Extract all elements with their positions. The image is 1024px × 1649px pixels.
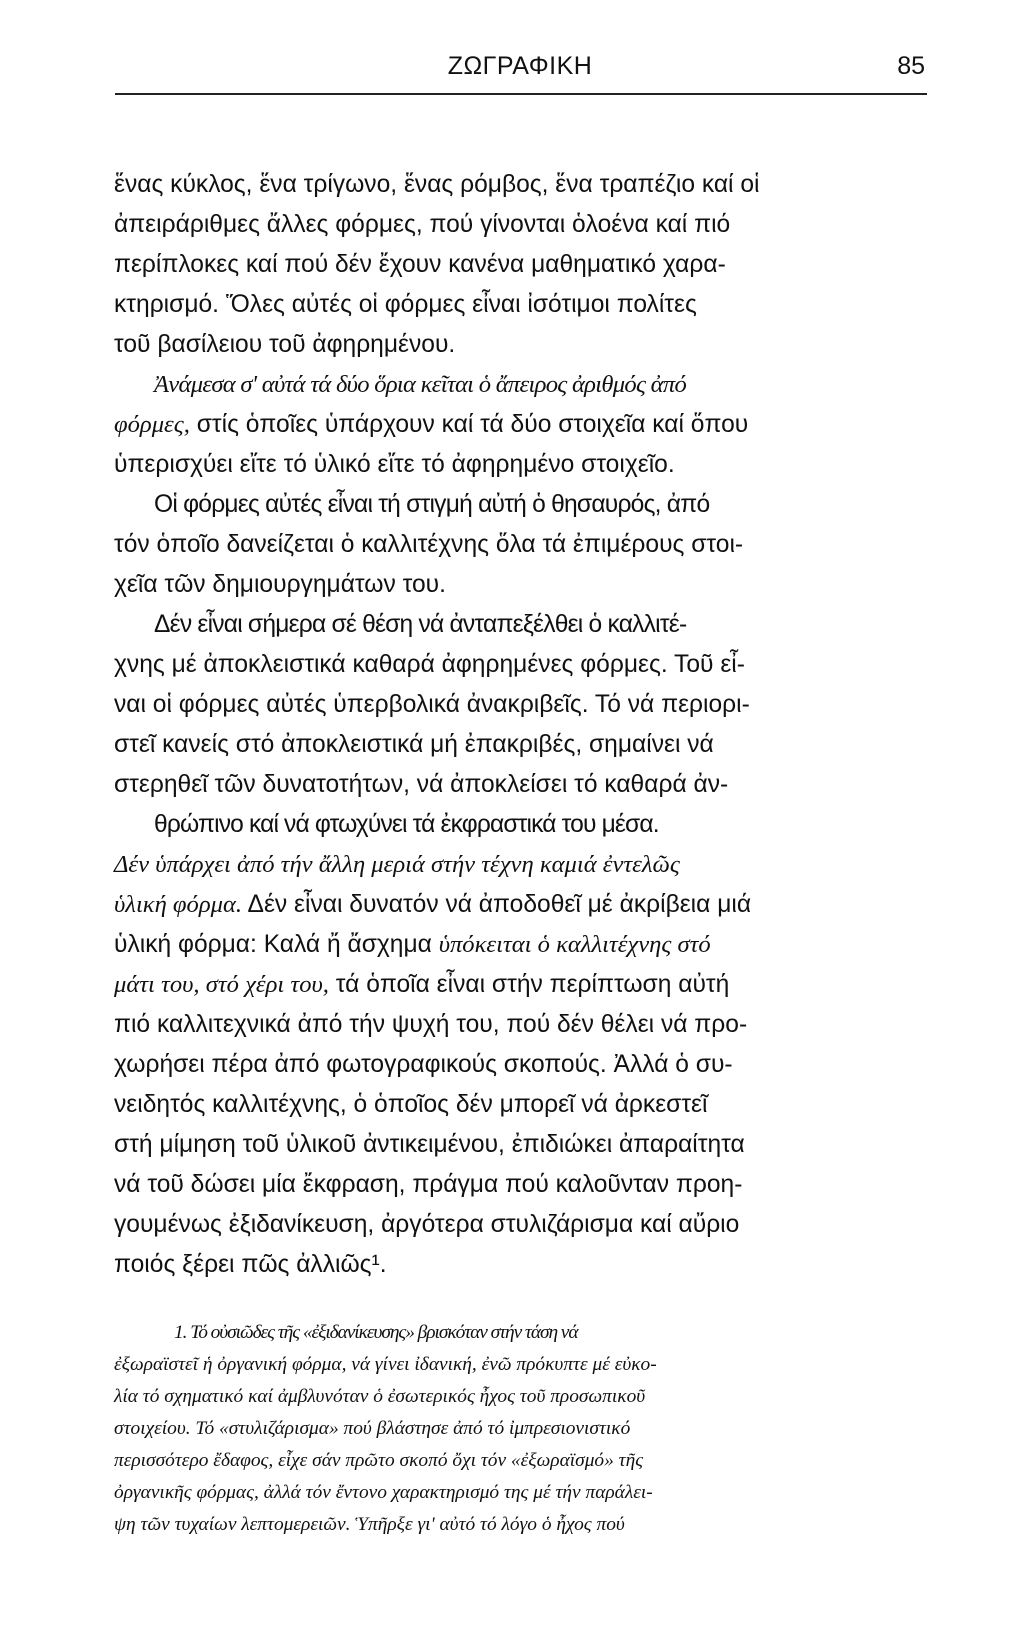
text-line xyxy=(114,165,926,205)
text-line xyxy=(114,485,926,525)
text-line xyxy=(114,325,926,365)
text-run: νά τοῦ δώσει μία ἔκφραση, πράγμα πού καλοῦνταν προη- xyxy=(114,1171,743,1198)
text-run: στεῖ κανείς στό ἀποκλειστικά μή ἐπακριβές, σημαίνει νά xyxy=(114,731,714,758)
text-run: Οἱ φόρμες αὐτές εἶναι τή στιγμή αὐτή ὁ θησαυρός, ἀπό xyxy=(154,491,710,518)
text-line xyxy=(114,1085,926,1125)
text-line xyxy=(114,1125,926,1165)
text-line xyxy=(114,925,926,965)
running-head xyxy=(115,52,925,92)
footnote-line: στοιχείου. Τό «στυλιζάρισμα» πού βλάστησε ἀπό τό ἰμπρεσιονιστικό xyxy=(114,1418,631,1439)
text-line xyxy=(114,525,926,565)
text-run: τόν ὁποῖο δανείζεται ὁ καλλιτέχνης ὅλα τά ἐπιμέρους στοι- xyxy=(114,531,744,558)
footnote-line: περισσότερο ἔδαφος, εἶχε σάν πρῶτο σκοπό ὄχι τόν «ἐξωραϊσμό» τῆς xyxy=(114,1450,644,1471)
footnote-line: ψη τῶν τυχαίων λεπτομερειῶν. Ὑπῆρξε γι' αὐτό τό λόγο ὁ ἦχος πού xyxy=(114,1514,625,1535)
text-run: ναι οἱ φόρμες αὐτές ὑπερβολικά ἀνακριβεῖς. Τό νά περιορι- xyxy=(114,691,750,718)
text-run: Δέν εἶναι σήμερα σέ θέση νά ἀνταπεξέλθει ὁ καλλιτέ- xyxy=(154,611,687,638)
text-line xyxy=(114,965,926,1005)
text-line xyxy=(114,245,926,285)
footnote xyxy=(114,1317,926,1541)
footnote-line: ἐξωραϊστεῖ ἡ ὀργανική φόρμα, νά γίνει ἰδανική, ἐνῶ πρόκυπτε μέ εὐκο- xyxy=(114,1354,657,1375)
text-line xyxy=(114,885,926,925)
italic-text: ὑλική φόρμα. xyxy=(114,891,243,918)
text-run: θρώπινο καί νά φτωχύνει τά ἐκφραστικά του μέσα. xyxy=(154,811,659,838)
text-line xyxy=(114,405,926,445)
text-run: γουμένως ἐξιδανίκευση, ἀργότερα στυλιζάρισμα καί αὔριο xyxy=(114,1211,740,1238)
text-run: περίπλοκες καί πού δέν ἔχουν κανένα μαθηματικό χαρα- xyxy=(114,251,726,278)
footnote-line: ὀργανικῆς φόρμας, ἀλλά τόν ἔντονο χαρακτηρισμό της μέ τήν παράλει- xyxy=(114,1482,653,1503)
italic-text: ὑπόκειται ὁ καλλιτέχνης στό xyxy=(438,931,711,958)
text-line xyxy=(114,685,926,725)
text-line xyxy=(114,205,926,245)
text-line xyxy=(114,645,926,685)
text-run: στή μίμηση τοῦ ὑλικοῦ ἀντικειμένου, ἐπιδιώκει ἀπαραίτητα xyxy=(114,1131,745,1158)
text-run: τοῦ βασίλειου τοῦ ἀφηρημένου. xyxy=(114,331,456,358)
text-run: ὑλική φόρμα: Καλά ἤ ἄσχημα xyxy=(114,931,439,958)
text-run: κτηρισμό. Ὅλες αὐτές οἱ φόρμες εἶναι ἰσότιμοι πολίτες xyxy=(114,291,697,318)
text-run: στίς ὁποῖες ὑπάρχουν καί τά δύο στοιχεῖα καί ὅπου xyxy=(189,411,749,438)
text-line xyxy=(114,805,926,845)
text-line xyxy=(114,1245,926,1285)
text-line xyxy=(114,565,926,605)
text-line xyxy=(114,365,926,405)
text-run: χωρήσει πέρα ἀπό φωτογραφικούς σκοπούς. Ἀλλά ὁ συ- xyxy=(114,1051,733,1078)
text-line xyxy=(114,605,926,645)
italic-text: μάτι του, στό χέρι του, xyxy=(114,971,329,998)
text-line xyxy=(114,765,926,805)
text-run: νειδητός καλλιτέχνης, ὁ ὁποῖος δέν μπορεῖ νά ἀρκεστεῖ xyxy=(114,1091,708,1118)
italic-text: Δέν ὑπάρχει ἀπό τήν ἄλλη μεριά στήν τέχνη καμιά ἐντελῶς xyxy=(114,851,680,878)
header-rule xyxy=(115,93,927,95)
main-text xyxy=(114,165,926,1285)
running-head-title: ΖΩΓΡΑΦΙΚΗ xyxy=(447,52,593,80)
text-line xyxy=(114,1045,926,1085)
text-run: ἕνας κύκλος, ἕνα τρίγωνο, ἕνας ρόμβος, ἕνα τραπέζιο καί οἱ xyxy=(114,171,760,198)
text-run: στερηθεῖ τῶν δυνατοτήτων, νά ἀποκλείσει τό καθαρά ἀν- xyxy=(114,771,729,798)
text-run: Δέν εἶναι δυνατόν νά ἀποδοθεῖ μέ ἀκρίβεια μιά xyxy=(242,891,752,918)
text-line xyxy=(114,1005,926,1045)
footnote-line: 1. Τό οὐσιῶδες τῆς «ἐξιδανίκευσης» βρισκόταν στήν τάση νά xyxy=(174,1322,578,1343)
text-run: χεῖα τῶν δημιουργημάτων του. xyxy=(114,571,446,598)
text-line xyxy=(114,845,926,885)
text-line xyxy=(114,445,926,485)
italic-text: φόρμες, xyxy=(114,411,190,438)
text-run: πιό καλλιτεχνικά ἀπό τήν ψυχή του, πού δέν θέλει νά προ- xyxy=(114,1011,748,1038)
page-number: 85 xyxy=(897,52,925,80)
footnote-line: λία τό σχηματικό καί ἀμβλυνόταν ὁ ἐσωτερικός ἦχος τοῦ προσωπικοῦ xyxy=(114,1386,646,1407)
text-run: ὑπερισχύει εἴτε τό ὑλικό εἴτε τό ἀφηρημένο στοιχεῖο. xyxy=(114,451,675,478)
italic-text: Ἀνάμεσα σ' αὐτά τά δύο ὅρια κεῖται ὁ ἄπειρος ἀριθμός ἀπό xyxy=(154,371,687,398)
text-run: χνης μέ ἀποκλειστικά καθαρά ἀφηρημένες φόρμες. Τοῦ εἶ- xyxy=(114,651,745,678)
text-line xyxy=(114,1205,926,1245)
text-line xyxy=(114,725,926,765)
text-run: ποιός ξέρει πῶς ἀλλιῶς¹. xyxy=(114,1251,387,1278)
text-line xyxy=(114,1165,926,1205)
text-line xyxy=(114,285,926,325)
text-run: ἀπειράριθμες ἄλλες φόρμες, πού γίνονται ὁλοένα καί πιό xyxy=(114,211,731,238)
text-run: τά ὁποῖα εἶναι στήν περίπτωση αὐτή xyxy=(328,971,730,998)
